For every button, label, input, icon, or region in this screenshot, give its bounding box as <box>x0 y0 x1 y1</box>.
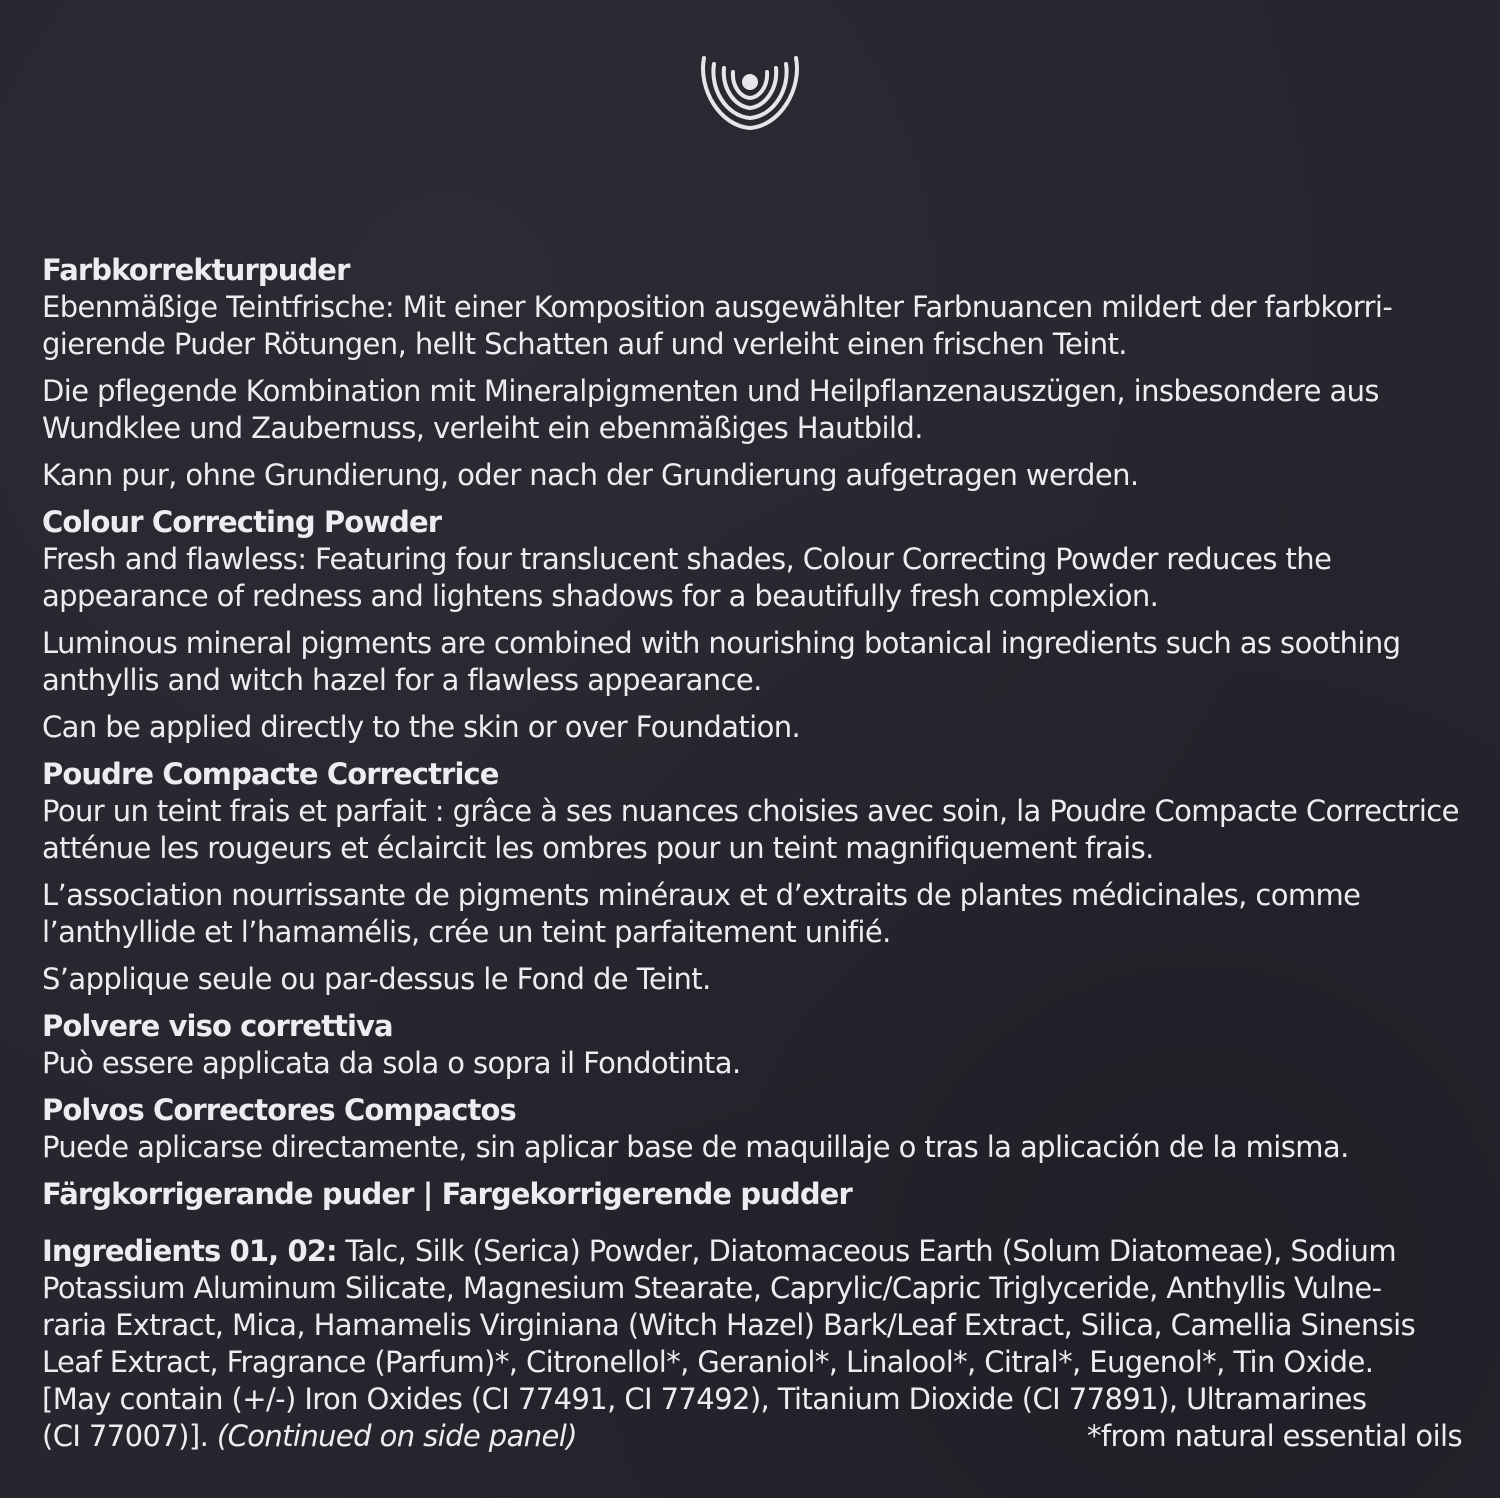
english-paragraph-2 <box>42 625 1462 699</box>
german-paragraph-2 <box>42 373 1462 447</box>
heading-german: Farbkorrekturpuder <box>42 253 350 287</box>
italian-paragraph-1: Può essere applicata da sola o sopra il Fondotinta. <box>42 1046 741 1080</box>
text-line: L’association nourrissante de pigments minéraux et d’extraits de plantes médicinales, comme <box>42 878 1361 912</box>
continued-note: (Continued on side panel) <box>216 1419 577 1453</box>
text-line: appearance of redness and lightens shadows for a beautifully fresh complexion. <box>42 579 1159 613</box>
german-paragraph-3: Kann pur, ohne Grundierung, oder nach der Grundierung aufgetragen werden. <box>42 458 1139 492</box>
text-line: Pour un teint frais et parfait : grâce à ses nuances choisies avec soin, la Poudre Compacte Correctrice <box>42 794 1459 828</box>
section-nordic <box>42 1176 1462 1213</box>
heading-nordic: Färgkorrigerande puder | Fargekorrigerende pudder <box>42 1177 852 1211</box>
heading-spanish: Polvos Correctores Compactos <box>42 1093 516 1127</box>
ingredients-line-1 <box>42 1233 1462 1270</box>
text-line: Talc, Silk (Serica) Powder, Diatomaceous Earth (Solum Diatomeae), Sodium <box>336 1234 1396 1268</box>
section-spanish <box>42 1092 1462 1166</box>
footnote: *from natural essential oils <box>1087 1419 1462 1453</box>
ingredients-list <box>42 1233 1462 1455</box>
text-line: Die pflegende Kombination mit Mineralpigmenten und Heilpflanzenauszügen, insbesondere aus <box>42 374 1379 408</box>
text-line: anthyllis and witch hazel for a flawless appearance. <box>42 663 762 697</box>
text-line: Leaf Extract, Fragrance (Parfum)*, Citronellol*, Geraniol*, Linalool*, Citral*, Eugenol*, Tin Oxide. <box>42 1345 1374 1379</box>
english-paragraph-1 <box>42 541 1462 615</box>
french-paragraph-2 <box>42 877 1462 951</box>
text-line: gierende Puder Rötungen, hellt Schatten auf und verleiht einen frischen Teint. <box>42 327 1127 361</box>
heading-english: Colour Correcting Powder <box>42 505 442 539</box>
ingredients-line-6 <box>42 1418 577 1455</box>
section-german <box>42 252 1462 494</box>
section-french <box>42 756 1462 998</box>
ingredients-last-line <box>42 1418 1462 1455</box>
french-paragraph-3: S’applique seule ou par-dessus le Fond de Teint. <box>42 962 711 996</box>
section-italian <box>42 1008 1462 1082</box>
brand-mark-icon <box>690 44 810 144</box>
text-line: atténue les rougeurs et éclaircit les ombres pour un teint magnifiquement frais. <box>42 831 1154 865</box>
section-english <box>42 504 1462 746</box>
heading-french: Poudre Compacte Correctrice <box>42 757 499 791</box>
text-line: Wundklee und Zaubernuss, verleiht ein ebenmäßiges Hautbild. <box>42 411 923 445</box>
heading-italian: Polvere viso correttiva <box>42 1009 393 1043</box>
text-line: Luminous mineral pigments are combined with nourishing botanical ingredients such as soothing <box>42 626 1401 660</box>
text-line: raria Extract, Mica, Hamamelis Virginiana (Witch Hazel) Bark/Leaf Extract, Silica, Camellia Sinensis <box>42 1308 1416 1342</box>
english-paragraph-3: Can be applied directly to the skin or over Foundation. <box>42 710 801 744</box>
spanish-paragraph-1: Puede aplicarse directamente, sin aplicar base de maquillaje o tras la aplicación de la misma. <box>42 1130 1349 1164</box>
text-line: Potassium Aluminum Silicate, Magnesium Stearate, Caprylic/Capric Triglyceride, Anthyllis Vulne- <box>42 1271 1382 1305</box>
text-line: l’anthyllide et l’hamamélis, crée un teint parfaitement unifié. <box>42 915 891 949</box>
french-paragraph-1 <box>42 793 1462 867</box>
ingredients-label: Ingredients 01, 02: <box>42 1234 337 1268</box>
text-line: [May contain (+/-) Iron Oxides (CI 77491, CI 77492), Titanium Dioxide (CI 77891), Ultramarines <box>42 1382 1367 1416</box>
text-line: Ebenmäßige Teintfrische: Mit einer Komposition ausgewählter Farbnuancen mildert der farbkorri- <box>42 290 1393 324</box>
text-line: Fresh and flawless: Featuring four translucent shades, Colour Correcting Powder reduces the <box>42 542 1332 576</box>
german-paragraph-1 <box>42 289 1462 363</box>
text-line: (CI 77007)]. <box>42 1419 209 1453</box>
product-description <box>42 252 1462 1455</box>
